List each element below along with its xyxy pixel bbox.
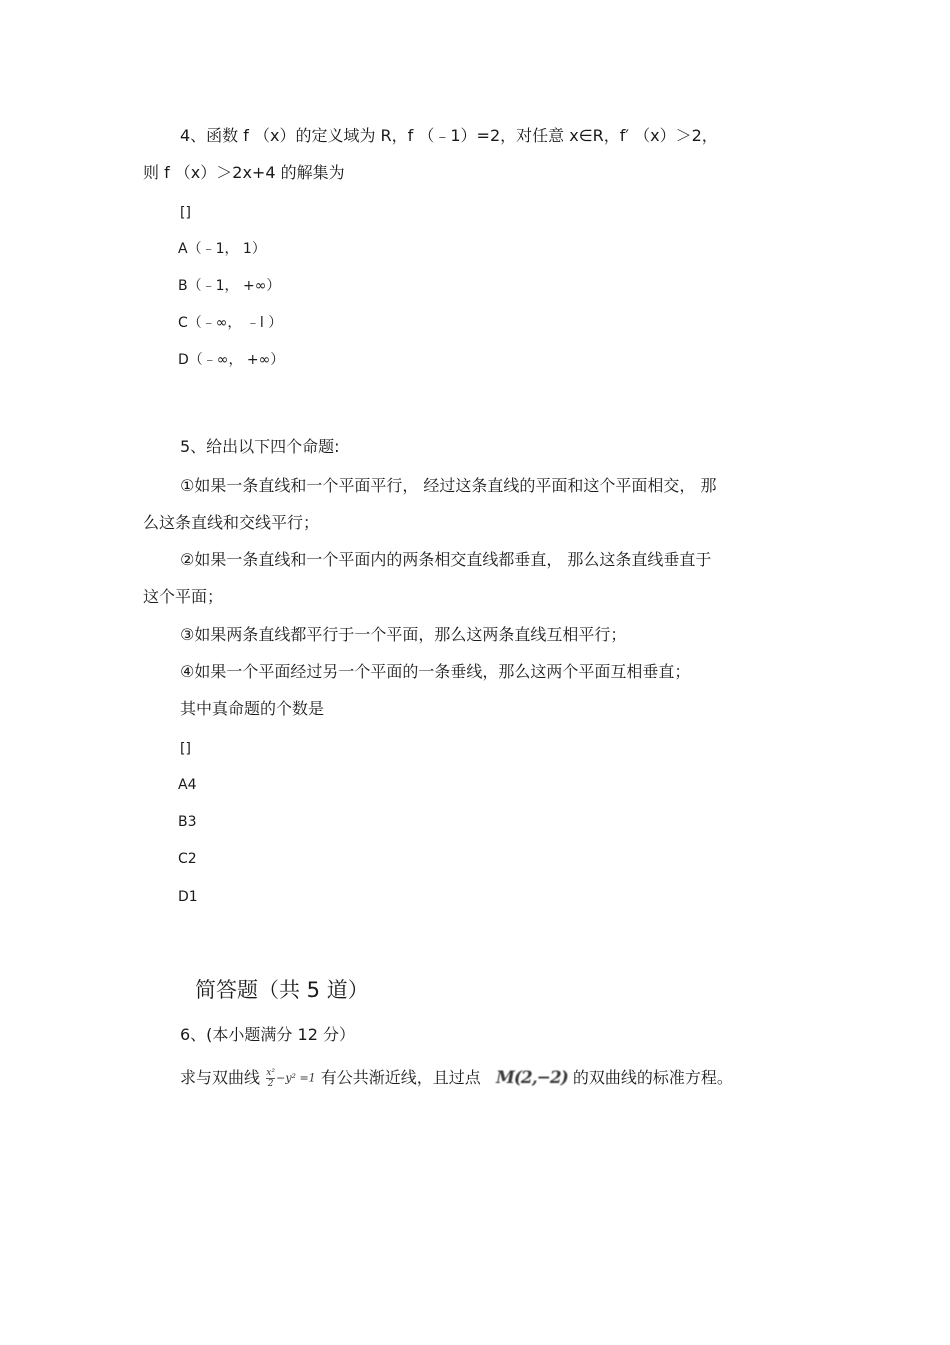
formula-rest: −y² =1 bbox=[276, 1071, 316, 1085]
q5-proposition-4: ④如果一个平面经过另一个平面的一条垂线，那么这两个平面互相垂直； bbox=[180, 662, 691, 681]
q5-question: 其中真命题的个数是 bbox=[180, 699, 325, 718]
q5-proposition-2b: 这个平面； bbox=[143, 587, 224, 606]
hyperbola-formula bbox=[265, 1066, 316, 1091]
q4-line-1: 4、函数 f （x）的定义域为 R，f （﹣1）=2，对任意 x∈R，f′ （x）＞2， bbox=[180, 126, 718, 145]
q5-option-a: A4 bbox=[178, 777, 197, 793]
q5-answer-bracket: [] bbox=[180, 741, 191, 757]
formula-fraction bbox=[266, 1068, 275, 1089]
q4-option-b: B（﹣1， +∞） bbox=[178, 278, 281, 294]
q6-title: 6、(本小题满分 12 分） bbox=[180, 1025, 355, 1044]
section-heading: 简答题（共 5 道） bbox=[195, 978, 369, 1002]
point-m-formula: M(2,−2) bbox=[496, 1068, 568, 1088]
q5-option-d: D1 bbox=[178, 889, 198, 905]
q5-option-c: C2 bbox=[178, 851, 197, 867]
formula-numerator: x² bbox=[266, 1068, 275, 1079]
q4-option-c: C（﹣∞， ﹣l ） bbox=[178, 315, 283, 331]
q6-text-before: 求与双曲线 bbox=[180, 1068, 261, 1087]
q5-title: 5、给出以下四个命题: bbox=[180, 437, 340, 456]
q4-option-a: A（﹣1， 1） bbox=[178, 241, 266, 257]
q5-option-b: B3 bbox=[178, 814, 197, 830]
formula-denominator: 2 bbox=[267, 1079, 274, 1090]
q5-proposition-1b: 么这条直线和交线平行； bbox=[143, 513, 320, 532]
q6-text-after: 的双曲线的标准方程。 bbox=[572, 1068, 733, 1087]
q4-line-2: 则 f （x）＞2x+4 的解集为 bbox=[143, 163, 345, 182]
q6-text bbox=[180, 1066, 733, 1091]
q4-answer-bracket: [] bbox=[180, 205, 191, 221]
q6-text-middle: 有公共渐近线，且过点 bbox=[320, 1068, 481, 1087]
q5-proposition-3: ③如果两条直线都平行于一个平面，那么这两条直线互相平行； bbox=[180, 625, 627, 644]
q5-proposition-1a: ①如果一条直线和一个平面平行， 经过这条直线的平面和这个平面相交， 那 bbox=[180, 476, 717, 495]
q5-proposition-2a: ②如果一条直线和一个平面内的两条相交直线都垂直， 那么这条直线垂直于 bbox=[180, 550, 712, 569]
q4-option-d: D（﹣∞， +∞） bbox=[178, 352, 285, 368]
